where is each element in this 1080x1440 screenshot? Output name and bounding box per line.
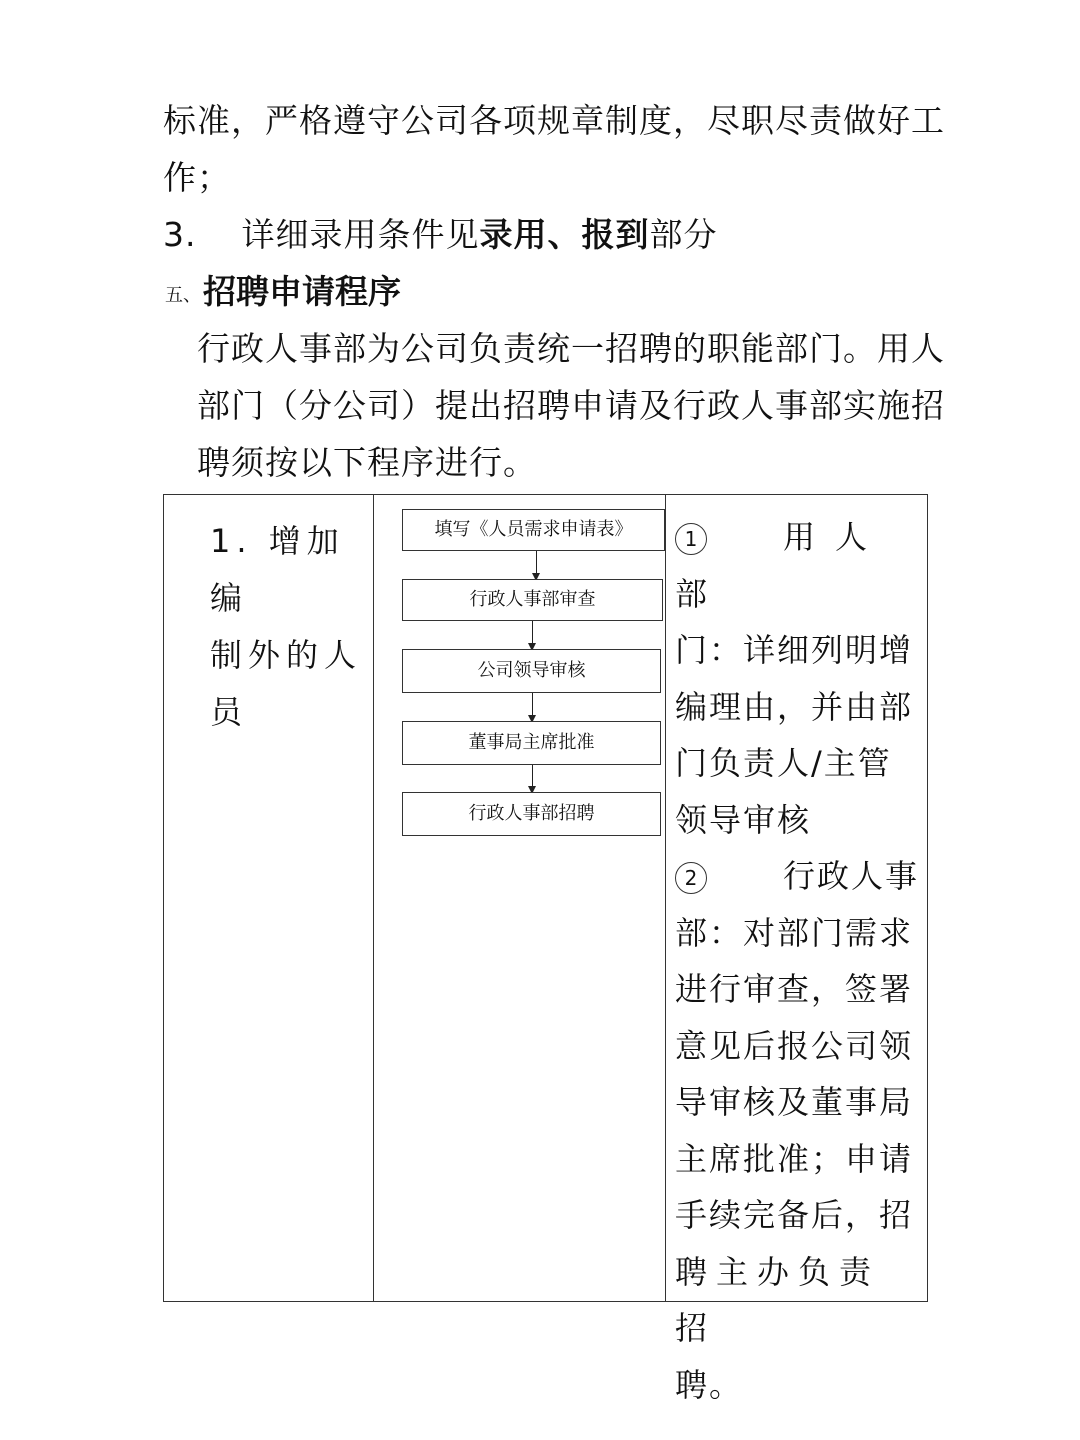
note-2-line: 聘。 [675, 1365, 744, 1404]
note-2-line: 部：对部门需求 [675, 913, 914, 952]
note-2-line: 导审核及董事局 [675, 1083, 914, 1121]
column-divider [665, 495, 666, 1301]
item-3-text: 详细录用条件见 [241, 215, 480, 254]
intro-line-1: 行政人事部为公司负责统一招聘的职能部门。用人 [197, 329, 945, 368]
flow-arrow [532, 621, 533, 649]
flow-step-hr-recruit: 行政人事部招聘 [402, 792, 661, 836]
note-1-head [675, 509, 920, 622]
flow-step-leader-approval: 公司领导审核 [402, 649, 661, 693]
flow-step-chairman-approval: 董事局主席批准 [402, 721, 661, 765]
note-1-line: 门负责人/主管 [675, 744, 892, 782]
note-2-head-text: 行政人事 [783, 857, 920, 895]
category-cell [210, 513, 365, 741]
circled-number-1: 1 [675, 523, 707, 555]
note-1-head-text: 用人部 [675, 518, 888, 613]
flow-step-fill-form: 填写《人员需求申请表》 [402, 509, 665, 551]
note-2-line: 意见后报公司领 [675, 1026, 914, 1065]
note-1-line: 门：详细列明增 [675, 631, 914, 669]
circled-number-2: 2 [675, 862, 707, 894]
note-2-line: 手续完备后，招 [675, 1196, 914, 1234]
note-2-line: 聘主办负责招 [675, 1252, 881, 1347]
category-line: 1. 增加编 [210, 522, 345, 617]
note-2-head [675, 848, 920, 905]
item-3-text-end: 部分 [649, 215, 718, 254]
paragraph-line-1: 标准，严格遵守公司各项规章制度，尽职尽责做好工 [163, 101, 945, 140]
note-1-line: 编理由，并由部 [675, 687, 914, 726]
notes-cell [675, 509, 920, 1413]
item-3-bold-text: 录用、报到 [479, 215, 650, 254]
category-line: 员 [210, 693, 249, 731]
intro-line-3: 聘须按以下程序进行。 [197, 443, 537, 482]
category-line: 制外的人 [210, 636, 363, 674]
paragraph-line-2: 作； [163, 158, 231, 197]
note-2-line: 主席批准；申请 [675, 1139, 914, 1178]
item-3-number: 3. [163, 215, 197, 254]
flow-arrow [536, 551, 537, 579]
note-2-line: 进行审查，签署 [675, 970, 914, 1008]
section-number: 五、 [165, 285, 201, 306]
flow-step-hr-review: 行政人事部审查 [402, 579, 663, 621]
item-3 [163, 209, 718, 256]
section-title: 招聘申请程序 [203, 272, 401, 311]
flow-arrow [532, 693, 533, 721]
flow-arrow [532, 765, 533, 792]
procedure-table [163, 494, 928, 1404]
note-1-line: 领导审核 [675, 800, 812, 839]
column-divider [373, 495, 374, 1301]
intro-line-2: 部门（分公司）提出招聘申请及行政人事部实施招 [197, 386, 945, 425]
